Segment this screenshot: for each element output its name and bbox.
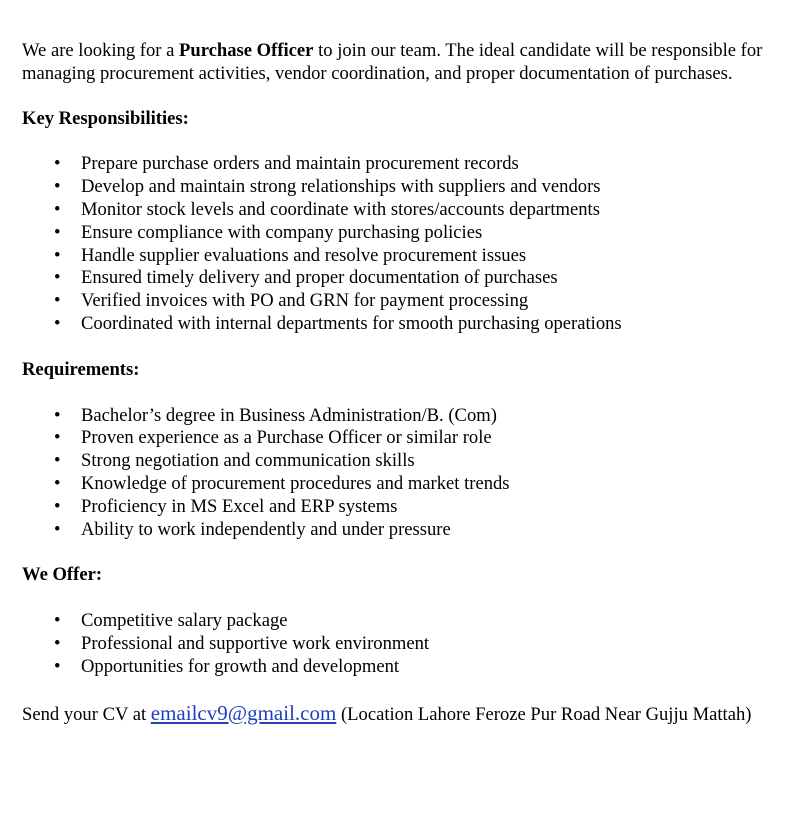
list-item-text: Monitor stock levels and coordinate with stores/accounts departments [81,198,600,220]
list-item [22,473,792,496]
bullet-icon: • [54,450,61,472]
list-item-text: Ensure compliance with company purchasing policies [81,221,483,243]
bullet-icon: • [54,610,61,632]
requirements-list [22,405,792,542]
bullet-icon: • [54,495,61,517]
intro-role: Purchase Officer [179,40,314,61]
contact-prefix: Send your CV at [22,703,151,725]
list-item-text: Ensured timely delivery and proper documentation of purchases [81,267,558,289]
bullet-icon: • [54,518,61,540]
offer-heading: We Offer: [22,564,103,586]
list-item [22,405,792,428]
job-posting-document [22,40,792,726]
bullet-icon: • [54,176,61,198]
list-item [22,199,792,222]
list-item-text: Proven experience as a Purchase Officer or similar role [81,427,492,449]
bullet-icon: • [54,655,61,677]
responsibilities-list [22,153,792,335]
list-item [22,519,792,542]
list-item [22,656,792,679]
contact-paragraph [22,702,792,727]
list-item [22,450,792,473]
bullet-icon: • [54,221,61,243]
bullet-icon: • [54,427,61,449]
list-item-text: Bachelor’s degree in Business Administration/B. (Com) [81,404,497,426]
list-item-text: Proficiency in MS Excel and ERP systems [81,495,398,517]
requirements-heading: Requirements: [22,358,140,380]
intro-text-after: to join our team. The ideal candidate will be responsible for managing procurement activities, vendor coordination, and proper documentation of purchases. [22,40,763,84]
bullet-icon: • [54,404,61,426]
list-item-text: Knowledge of procurement procedures and market trends [81,472,510,494]
list-item [22,245,792,268]
list-item-text: Handle supplier evaluations and resolve procurement issues [81,244,527,266]
list-item [22,313,792,336]
list-item [22,610,792,633]
email-link[interactable]: emailcv9@gmail.com [150,700,337,725]
list-item [22,427,792,450]
list-item [22,176,792,199]
intro-text-before: We are looking for a [22,40,180,61]
bullet-icon: • [54,153,61,175]
list-item [22,496,792,519]
list-item-text: Strong negotiation and communication skills [81,450,415,472]
list-item [22,267,792,290]
list-item-text: Develop and maintain strong relationships with suppliers and vendors [81,176,601,198]
bullet-icon: • [54,312,61,334]
bullet-icon: • [54,472,61,494]
list-item [22,153,792,176]
list-item [22,290,792,313]
contact-location: (Location Lahore Feroze Pur Road Near Gujju Mattah) [336,703,752,725]
list-item [22,633,792,656]
list-item [22,222,792,245]
bullet-icon: • [54,267,61,289]
list-item-text: Coordinated with internal departments for smooth purchasing operations [81,312,622,334]
list-item-text: Prepare purchase orders and maintain procurement records [81,153,519,175]
responsibilities-heading: Key Responsibilities: [22,107,189,129]
list-item-text: Competitive salary package [81,610,288,632]
bullet-icon: • [54,244,61,266]
bullet-icon: • [54,198,61,220]
list-item-text: Opportunities for growth and development [81,655,400,677]
bullet-icon: • [54,290,61,312]
list-item-text: Ability to work independently and under pressure [81,518,451,540]
intro-paragraph [22,40,792,86]
list-item-text: Verified invoices with PO and GRN for payment processing [81,290,529,312]
bullet-icon: • [54,632,61,654]
list-item-text: Professional and supportive work environment [81,632,430,654]
offer-list [22,610,792,678]
